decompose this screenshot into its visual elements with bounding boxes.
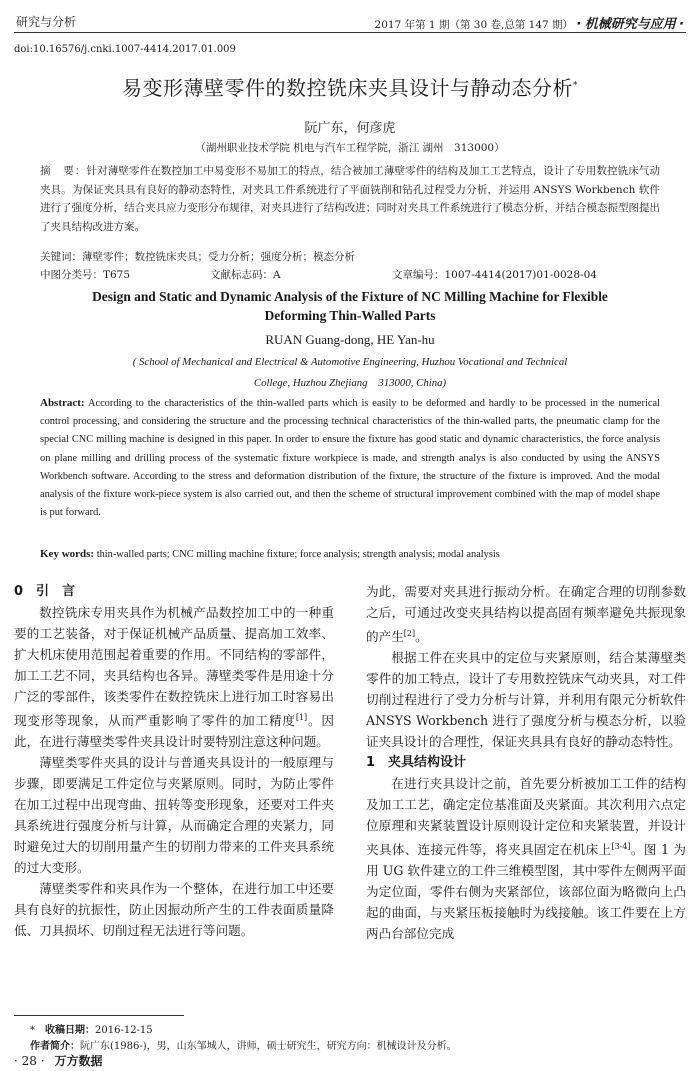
paragraph-text: 数控铣床专用夹具作为机械产品数控加工中的一种重要的工艺装备，对于保证机械产品质量、提高加工效率、扩大机床使用范围起着重要的作用。不同结构的零部件，加工工艺不同，夹具结构也各异。薄壁类零件是用途十分广泛的零部件，该类零件在数控铣床上进行加工时容易出现变形等现象，从而严重影响了零件的加工精度 xyxy=(14,605,334,729)
paragraph: 薄壁类零件夹具的设计与普通夹具设计的一般原理与步骤，即要满足工件定位与夹紧原则。同时，为防止零件在加工过程中出现弯曲、扭转等变形现象，还要对工件夹具系统进行强度分析与计算，从而确定合理的夹紧力，同时避免过大的切削用量产生的切削力带来的工件夹具系统的过大变形。 xyxy=(14,755,334,876)
affiliation-cn: （湖州职业技术学院 机电与汽车工程学院，浙江 湖州 313000） xyxy=(195,142,505,154)
footnote-mark: * xyxy=(30,1025,35,1036)
paragraph-text: 在进行夹具设计之前，首先要分析被加工工件的结构及加工工艺，确定定位基准面及夹紧面。其次利用六点定位原理和夹紧装置设计原则设计定位和夹紧装置，并设计夹具体、连接元件等，将夹具固定在机床上 xyxy=(366,776,686,858)
header-journal: 机械研究与应用 xyxy=(584,17,676,32)
paragraph: 根据工件在夹具中的定位与夹紧原则，结合某薄壁类零件的加工特点，设计了专用数控铣床气动夹具，对工件切削过程进行了受力分析与计算，并利用有限元分析软件 ANSYS Workbench 进行了强度分析与模态分析，以验证夹具设计的合理性，保证夹具具有良好的静动态特性。 xyxy=(366,650,686,750)
title-cn xyxy=(0,72,700,101)
document-code: 文献标志码：A xyxy=(210,269,281,281)
body-column-left xyxy=(14,581,334,941)
received-date: 2016-12-15 xyxy=(95,1025,153,1036)
section-0-heading: 0 引 言 xyxy=(14,584,76,599)
authors-cn: 阮广东，何彦虎 xyxy=(304,121,396,136)
page-footer xyxy=(14,1052,103,1069)
header-section: 研究与分析 xyxy=(16,15,77,29)
title-footnote-mark: * xyxy=(573,80,578,91)
paragraph-text: 为此，需要对夹具进行振动分析。在确定合理的切削参数之后，可通过改变夹具结构以提高固有频率避免共振现象的产生 xyxy=(366,584,686,645)
keywords-cn-text: 薄壁零件；数控铣床夹具；受力分析；强度分析；模态分析 xyxy=(82,251,355,263)
paragraph-text: 。图 1 为用 UG 软件建立的工件三维模型图，其中零件左侧两平面为定位面，零件右侧为夹紧部位，该部位面为略微向上凸起的曲面，与夹紧压板接触时为线接触。该工件要在上方两凸台部位完成 xyxy=(366,842,686,942)
authors-en: RUAN Guang-dong, HE Yan-hu xyxy=(265,332,435,347)
affiliation-en: ( School of Mechanical and Electrical & Automotive Engineering, Huzhou Vocational and Technical College, Huzhou Zhejiang 313000, China) xyxy=(132,356,568,389)
keywords-en-text: thin-walled parts; CNC milling machine fixture; force analysis; strength analysis; modal analysis xyxy=(96,549,500,560)
section-1-heading: 1 夹具结构设计 xyxy=(366,755,467,771)
footnote-received xyxy=(30,1021,153,1036)
keywords-cn xyxy=(40,249,660,264)
paragraph: 薄壁类零件和夹具作为一个整体，在进行加工中还要具有良好的抗振性，防止因振动所产生的工件表面质量降低、刀具损坏、切削过程无法进行等问题。 xyxy=(14,881,334,939)
paragraph-text: 。 xyxy=(415,629,428,645)
paragraph xyxy=(366,773,686,944)
paragraph-text: 。因此，在进行薄壁类零件夹具设计时要特别注意这种问题。 xyxy=(14,713,335,750)
received-label: 收稿日期： xyxy=(45,1025,95,1036)
footnote-author xyxy=(30,1037,457,1052)
abstract-en-label: Abstract: xyxy=(40,397,85,409)
header-bullet-right: · xyxy=(679,17,684,32)
running-header xyxy=(14,6,686,33)
watermark-text: 万方数据 xyxy=(54,1054,103,1068)
article-number: 文章编号：1007-4414(2017)01-0028-04 xyxy=(392,269,597,281)
abstract-cn-text: 针对薄壁零件在数控加工中易变形不易加工的特点，结合被加工薄壁零件的结构及加工工艺特点，设计了专用数控铣床气动夹具。为保证夹具具有良好的静动态特性，对夹具工件系统进行了平面铣削和钻孔过程受力分析，并运用 ANSYS Workbench 软件进行了强度分析，结合夹具应力变形分布规律，对夹具进行了结构改进；同时对夹具工件系统进行了模态分析，并结合模态振型图提出了夹具结构改进方案。 xyxy=(40,165,661,233)
abstract-en xyxy=(40,394,660,522)
abstract-cn xyxy=(40,162,660,236)
citation-3-4: [3-4] xyxy=(611,842,631,852)
title-en: Design and Static and Dynamic Analysis of the Fixture of NC Milling Machine for Flexible Deforming Thin-Walled Parts xyxy=(92,289,608,323)
citation-1: [1] xyxy=(295,713,308,722)
keywords-en xyxy=(40,548,660,560)
keywords-cn-label: 关键词： xyxy=(40,251,82,263)
header-issue: 2017 年第 1 期（第 30 卷,总第 147 期） xyxy=(374,19,574,31)
abstract-en-text: According to the characteristics of the thin-walled parts which is easily to be deformed and hardly to be processed in the numerical control processing, and considering the structure and the processing technical characteristics of the thin-walled parts, the pneumatic clamp for the special CNC milling machine is designed in this paper. In order to ensure the fixture has good static and dynamic characteristics, the force analysis on plane milling and drilling process of the systematic fixture workpiece is made, and strength analys is also conducted by using the ANSYS Workbench software. According to the stress and deformation distribution of the fixture, the structure of the fixture is improved. And the modal analysis of the fixture work-piece system is also carried out, and then the scheme of structural improvement combined with the map of model shape is put forward. xyxy=(40,398,660,519)
keywords-en-label: Key words: xyxy=(40,548,95,560)
doi: doi:10.16576/j.cnki.1007-4414.2017.01.009 xyxy=(14,44,236,55)
abstract-cn-label: 摘 要： xyxy=(40,165,87,177)
title-cn-text: 易变形薄壁零件的数控铣床夹具设计与静动态分析 xyxy=(122,76,573,100)
header-issue-journal xyxy=(375,13,684,32)
clc-number: 中图分类号：T675 xyxy=(40,269,131,281)
citation-2: [2] xyxy=(403,629,416,638)
header-bullet-left: · xyxy=(576,17,582,32)
footnote-divider xyxy=(14,1015,184,1016)
author-bio: 阮广东(1986-)，男，山东邹城人，讲师，硕士研究生，研究方向：机械设计及分析。 xyxy=(80,1041,457,1052)
body-column-right xyxy=(366,581,686,944)
author-bio-label: 作者简介： xyxy=(30,1041,80,1052)
paragraph xyxy=(366,581,686,647)
page-number: · 28 · xyxy=(14,1054,45,1068)
paragraph xyxy=(14,602,334,752)
